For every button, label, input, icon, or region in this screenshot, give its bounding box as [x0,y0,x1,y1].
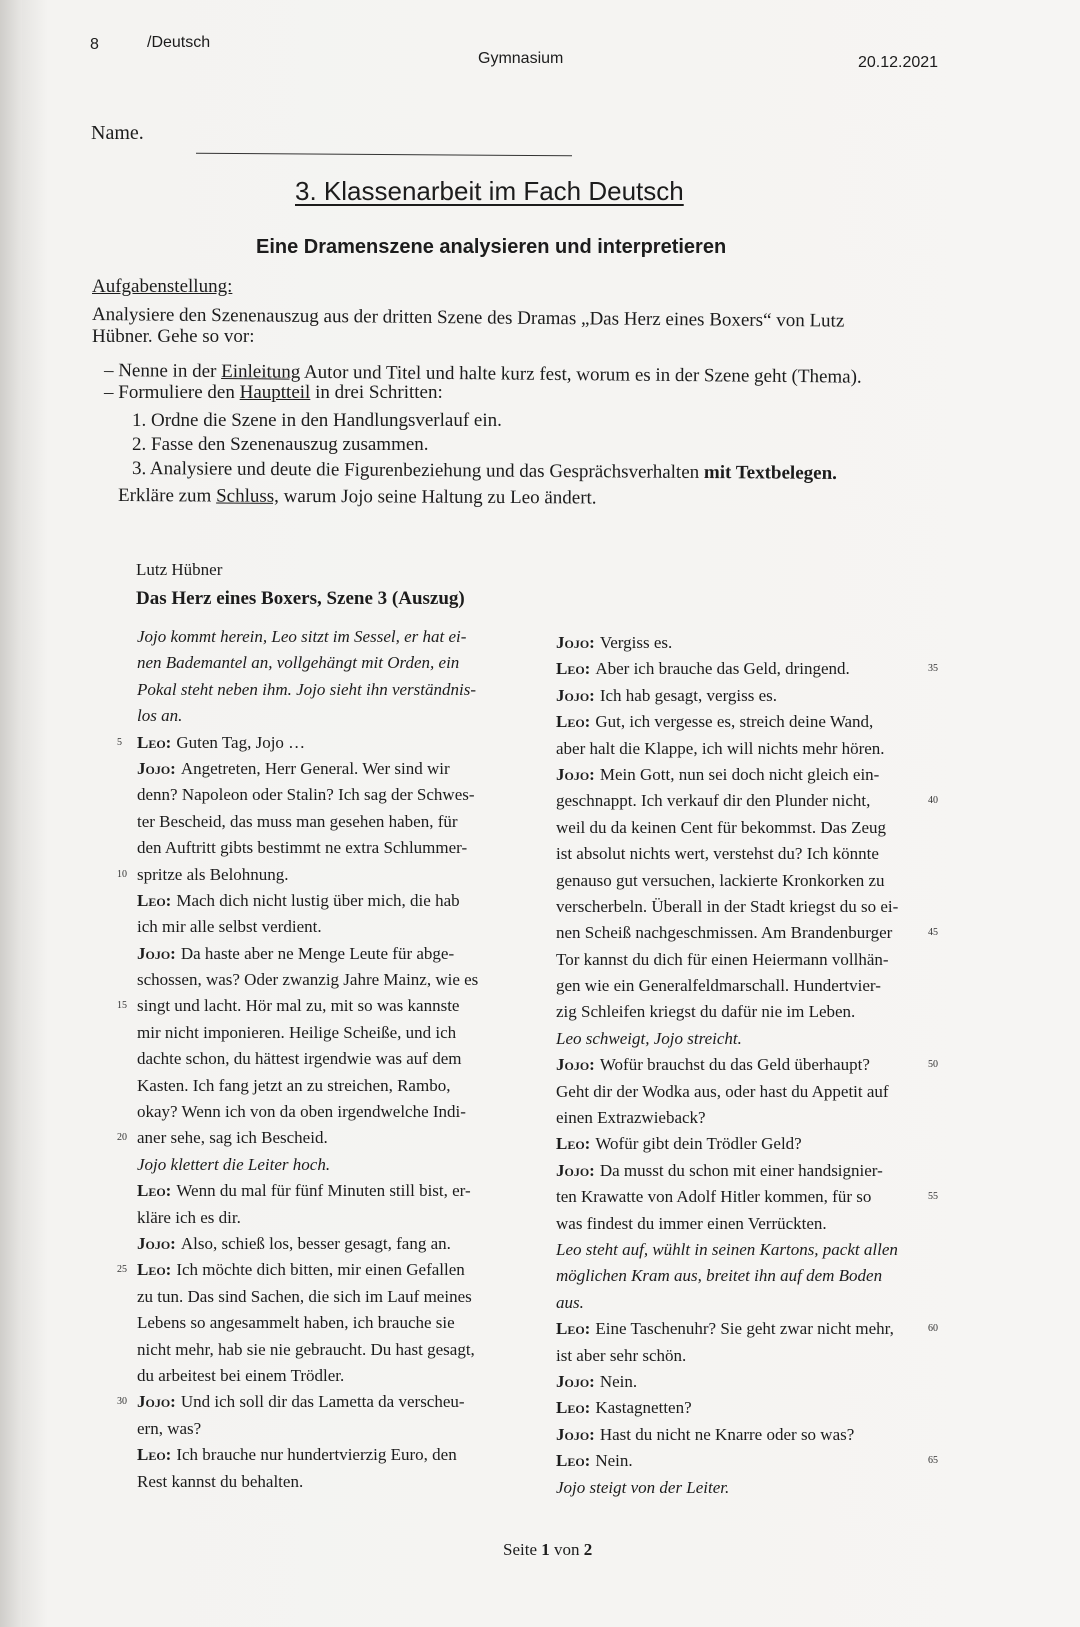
dialogue-line [137,1020,517,1046]
dialogue-line [556,709,936,735]
subject: /Deutsch [147,34,211,51]
dialogue-line [556,1079,936,1105]
line-text: Da haste aber ne Menge Leute für abge- [180,943,455,963]
dialogue-line [137,1284,517,1310]
task-conclusion [118,485,597,510]
dialogue-line [117,993,517,1019]
line-number: 30 [117,1396,127,1408]
stage-direction-line [556,1263,936,1289]
speaker-label: Jojo: [556,633,595,652]
line-text: Mach dich nicht lustig über mich, die hab [176,890,460,910]
line-text: Ich hab gesagt, vergiss es. [599,685,778,705]
speaker-label: Leo: [137,1260,172,1280]
stage-direction-line [556,1026,936,1052]
line-text: zu tun. Das sind Sachen, die sich im Lauf meines [137,1286,472,1306]
dialogue-line [117,862,517,888]
line-number: 15 [117,1000,127,1012]
dialogue-line [556,630,936,656]
line-text: Kasten. Ich fang jetzt an zu streichen, Rambo, [137,1075,451,1095]
line-number: 5 [117,736,122,748]
dialogue-line [556,973,936,999]
dialogue-line [556,656,936,682]
line-text: ist absolut nichts wert, verstehst du? Ich könnte [556,844,879,864]
line-text: was findest du immer einen Verrückten. [556,1213,827,1233]
grade: 8 [90,36,99,53]
line-text: ter Bescheid, das muss man gesehen haben, für [137,811,458,831]
line-text: Pokal steht neben ihm. Jojo sieht ihn verständnis- [137,679,476,699]
line-text: Gut, ich vergesse es, streich deine Wand, [595,712,874,732]
dialogue-line [137,941,517,967]
dialogue-line [556,1422,936,1448]
text: Autor und Titel und halte kurz fest, worum es in der Szene geht (Thema). [300,361,862,388]
dialogue-line [137,1416,517,1442]
line-text: möglichen Kram aus, breitet ihn auf dem Boden [556,1266,883,1286]
dialogue-line [117,1125,517,1151]
line-text: Geht dir der Wodka aus, oder hast du Appetit auf [556,1081,889,1101]
dialogue-line [137,967,517,993]
line-text: singt und lacht. Hör mal zu, mit so was kannste [137,996,460,1016]
line-text: dachte schon, du hättest irgendwie was auf dem [137,1049,462,1069]
line-text: Jojo klettert die Leiter hoch. [137,1154,331,1174]
speaker-label: Leo: [556,1398,591,1418]
speaker-label: Jojo: [137,1233,176,1253]
text: 3. Analysiere und deute die Figurenbeziehung und das Gesprächsverhalten [131,458,705,483]
stage-direction-line [556,1475,936,1501]
text: 1 [541,1540,550,1559]
speaker-label: Jojo: [137,758,176,778]
line-text: denn? Napoleon oder Stalin? Ich sag der Schwes- [137,785,475,805]
dialogue-line [137,1469,517,1495]
dialogue-line [556,1131,936,1157]
dialogue-line [117,730,517,756]
line-text: zig Schleifen kriegst du dafür nie im Leben. [556,1002,856,1022]
dialogue-line [556,762,936,788]
speaker-label: Leo: [137,1445,172,1465]
dialogue-line [556,1184,936,1210]
dialogue-line [556,947,936,973]
line-text: Guten Tag, Jojo … [176,732,306,752]
line-number: 60 [928,1323,938,1335]
dialogue-line [137,1337,517,1363]
line-text: den Auftritt gibts bestimmt ne extra Schlummer- [137,838,468,858]
page-title: 3. Klassenarbeit im Fach Deutsch [295,176,684,206]
dialogue-line [137,1442,517,1468]
speaker-label: Leo: [556,1134,591,1154]
text: von [549,1540,584,1559]
page-edge [0,0,22,1627]
line-text: ist aber sehr schön. [556,1345,687,1365]
dialogue-line [137,809,517,835]
dialogue-line [556,920,936,946]
speaker-label: Leo: [556,1319,591,1339]
line-number: 10 [117,868,127,880]
task-step-2: 2. Fasse den Szenenauszug zusammen. [132,434,429,455]
line-text: okay? Wenn ich von da oben irgendwelche Indi- [137,1102,466,1122]
dialogue-line [137,756,517,782]
line-text: Eine Taschenuhr? Sie geht zwar nicht mehr, [595,1319,894,1339]
line-text: los an. [137,706,183,726]
dialogue-line [137,888,517,914]
dialogue-line [137,782,517,808]
speaker-label: Jojo: [556,685,595,705]
stage-direction-line [137,1152,517,1178]
text-column-left [117,624,517,1495]
dialogue-line [137,1046,517,1072]
line-text: Also, schieß los, besser gesagt, fang an. [180,1233,451,1253]
stage-direction-line [556,1290,936,1316]
text: mit Textbelegen. [703,461,838,484]
speaker-label: Jojo: [556,1424,595,1444]
text: 2 [583,1540,593,1559]
text: Seite [503,1540,542,1559]
dialogue-line [117,1389,517,1415]
speaker-label: Leo: [556,1451,591,1471]
speaker-label: Leo: [137,890,172,910]
dialogue-line [556,894,936,920]
line-number: 55 [928,1191,938,1203]
line-text: Mein Gott, nun sei doch nicht gleich ein- [599,764,880,784]
line-text: aus. [556,1292,584,1312]
line-text: Tor kannst du dich für einen Heiermann vollhän- [556,949,889,969]
line-text: Nein. [595,1451,633,1471]
line-text: ich mir alle selbst verdient. [137,917,322,937]
line-number: 65 [928,1455,938,1467]
line-text: Wofür brauchst du das Geld überhaupt? [599,1055,870,1075]
line-text: ern, was? [137,1418,202,1438]
line-text: geschnappt. Ich verkauf dir den Plunder nicht, [556,791,871,811]
line-text: Jojo kommt herein, Leo sitzt im Sessel, er hat ei- [137,627,467,646]
line-text: verscherbeln. Überall in der Stadt kriegst du so ei- [556,896,899,916]
speaker-label: Jojo: [556,1371,595,1391]
dialogue-line [556,788,936,814]
line-text: Hast du nicht ne Knarre oder so was? [599,1424,855,1444]
page-subtitle: Eine Dramenszene analysieren und interpretieren [256,236,727,258]
speaker-label: Leo: [137,732,172,752]
dialogue-line [137,1099,517,1125]
speaker-label: Jojo: [556,1160,595,1180]
line-text: du arbeitest bei einem Trödler. [137,1365,345,1385]
dialogue-line [137,1073,517,1099]
stage-direction-line [137,624,517,650]
task-intro-1: Analysiere den Szenenauszug aus der dritten Szene des Dramas „Das Herz eines Boxers“ von Lutz [91,304,845,332]
dialogue-line [556,1158,936,1184]
speaker-label: Jojo: [137,943,176,963]
line-text: genauso gut versuchen, lackierte Kronkorken zu [556,870,885,890]
date: 20.12.2021 [858,54,939,71]
line-text: weil du da keinen Cent für bekommst. Das Zeug [556,817,887,837]
line-text: gen wie ein Generalfeldmarschall. Hundertvier- [556,976,881,996]
text: Einleitung [221,361,301,383]
line-number: 40 [928,795,938,807]
line-text: nicht mehr, hab sie nie gebraucht. Du hast gesagt, [137,1339,475,1359]
dialogue-line [556,1343,936,1369]
dialogue-line [556,841,936,867]
line-text: mir nicht imponieren. Heilige Scheiße, und ich [137,1022,457,1042]
line-number: 45 [928,927,938,939]
line-text: spritze als Belohnung. [137,864,289,884]
dialogue-line [117,1257,517,1283]
text-column-right [556,630,936,1501]
speaker-label: Leo: [137,1181,172,1201]
page-number [503,1540,592,1560]
line-text: Da musst du schon mit einer handsignier- [599,1160,883,1180]
dialogue-line [137,1231,517,1257]
line-text: nen Bademantel an, vollgehängt mit Orden, ein [137,653,460,673]
line-text: Vergiss es. [599,633,673,652]
text: Hauptteil [239,382,311,403]
dialogue-line [556,1052,936,1078]
speaker-label: Jojo: [556,764,595,784]
dialogue-line [556,736,936,762]
dialogue-line [137,914,517,940]
dialogue-line [137,1178,517,1204]
text: Erkläre zum [117,485,217,507]
stage-direction-line [556,1237,936,1263]
task-bullet-main [104,382,443,404]
stage-direction-line [137,677,517,703]
dialogue-line [556,1211,936,1237]
text-title: Das Herz eines Boxers, Szene 3 (Auszug) [136,588,465,609]
name-label: Name. [91,122,144,144]
line-text: aber halt die Klappe, ich will nichts mehr hören. [556,738,885,758]
line-text: Wofür gibt dein Trödler Geld? [595,1134,802,1154]
line-text: Und ich soll dir das Lametta da verscheu- [180,1392,465,1412]
dialogue-line [556,1105,936,1131]
line-number: 25 [117,1264,127,1276]
text: Schluss, [216,485,280,507]
line-text: Aber ich brauche das Geld, dringend. [595,659,850,679]
line-text: Lebens so angesammelt haben, ich brauche sie [137,1313,455,1333]
line-text: Leo schweigt, Jojo streicht. [556,1028,742,1048]
line-text: nen Scheiß nachgeschmissen. Am Brandenburger [556,923,893,943]
dialogue-line [556,815,936,841]
line-text: Nein. [599,1371,638,1391]
line-text: Angetreten, Herr General. Wer sind wir [180,758,450,778]
text: – Nenne in der [103,360,222,383]
dialogue-line [556,683,936,709]
line-text: Leo steht auf, wühlt in seinen Kartons, packt allen [556,1239,898,1259]
line-text: Jojo steigt von der Leiter. [556,1477,730,1497]
line-number: 20 [117,1132,127,1144]
dialogue-line [556,999,936,1025]
dialogue-line [556,1316,936,1342]
line-text: kläre ich es dir. [137,1207,241,1227]
stage-direction-line [137,650,517,676]
speaker-label: Leo: [556,659,591,679]
speaker-label: Jojo: [556,1055,595,1075]
stage-direction-line [137,703,517,729]
task-intro-2: Hübner. Gehe so vor: [92,326,255,347]
line-number: 50 [928,1059,938,1071]
line-text: ten Krawatte von Adolf Hitler kommen, für so [556,1187,872,1207]
line-text: aner sehe, sag ich Bescheid. [137,1128,328,1148]
dialogue-line [137,1310,517,1336]
speaker-label: Leo: [556,712,591,732]
line-text: Ich brauche nur hundertvierzig Euro, den [176,1445,457,1465]
line-text: schossen, was? Oder zwanzig Jahre Mainz, wie es [137,970,479,990]
dialogue-line [137,835,517,861]
dialogue-line [556,868,936,894]
line-number: 35 [928,663,938,675]
line-text: einen Extrazwieback? [556,1108,706,1128]
dialogue-line [556,1369,936,1395]
speaker-label: Jojo: [137,1392,176,1412]
line-text: Wenn du mal für fünf Minuten still bist, er- [176,1181,471,1201]
text-author: Lutz Hübner [136,560,223,579]
text: – Formuliere den [104,382,240,403]
line-text: Kastagnetten? [595,1398,692,1418]
task-heading: Aufgabenstellung: [92,276,233,297]
dialogue-line [556,1395,936,1421]
dialogue-line [137,1363,517,1389]
line-text: Rest kannst du behalten. [137,1471,304,1491]
text: warum Jojo seine Haltung zu Leo ändert. [278,485,597,509]
text: in drei Schritten: [310,382,443,403]
line-text: Ich möchte dich bitten, mir einen Gefallen [176,1260,465,1280]
school: Gymnasium [478,50,564,67]
dialogue-line [556,1448,936,1474]
task-step-1: 1. Ordne die Szene in den Handlungsverlauf ein. [132,410,502,431]
dialogue-line [137,1205,517,1231]
